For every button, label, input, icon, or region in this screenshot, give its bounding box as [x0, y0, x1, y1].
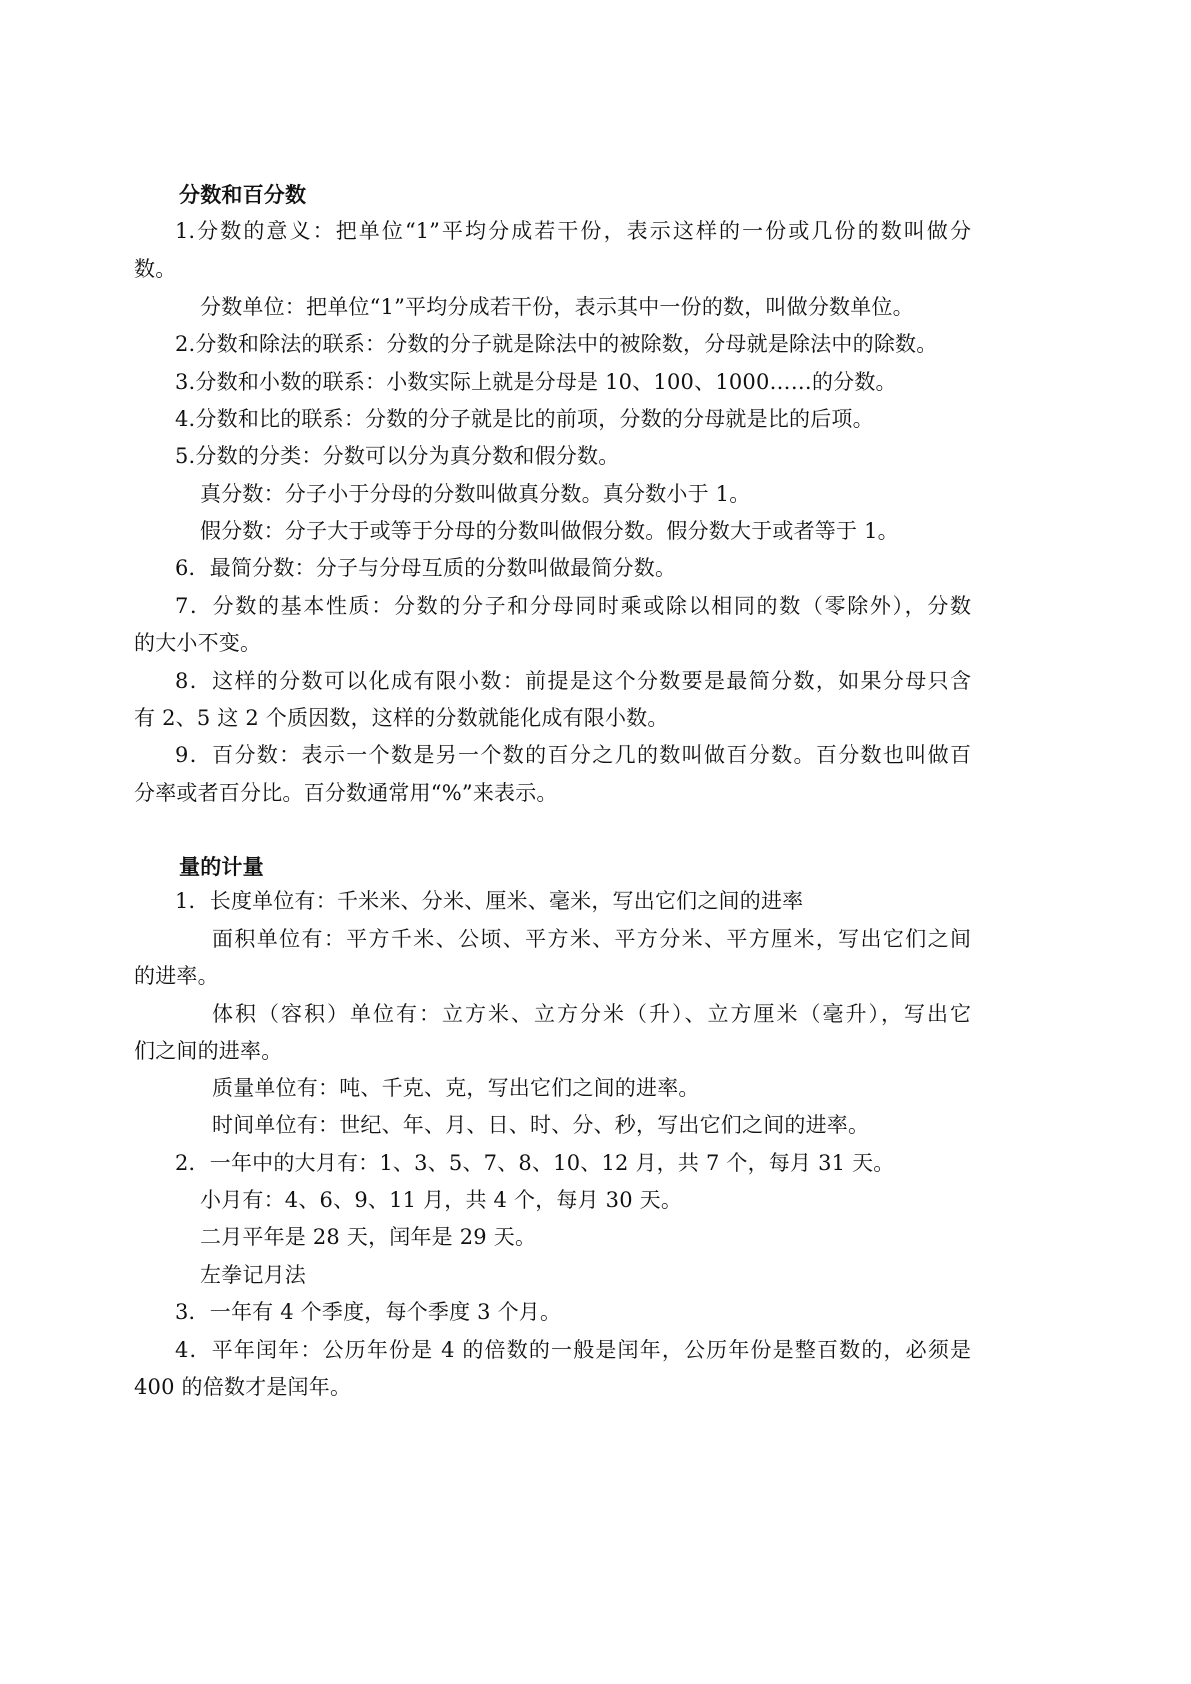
paragraph-line: 9．百分数：表示一个数是另一个数的百分之几的数叫做百分数。百分数也叫做百 — [175, 743, 971, 767]
paragraph-line: 1．长度单位有：千米米、分米、厘米、毫米，写出它们之间的进率 — [175, 889, 804, 913]
paragraph-line: 左拳记月法 — [200, 1263, 306, 1287]
paragraph-line: 假分数：分子大于或等于分母的分数叫做假分数。假分数大于或者等于 1。 — [200, 519, 899, 543]
paragraph-line: 2．一年中的大月有：1、3、5、7、8、10、12 月，共 7 个，每月 31 天。 — [175, 1151, 895, 1175]
paragraph-line: 小月有：4、6、9、11 月，共 4 个，每月 30 天。 — [200, 1188, 683, 1212]
paragraph-line: 8．这样的分数可以化成有限小数：前提是这个分数要是最简分数，如果分母只含 — [175, 669, 971, 693]
paragraph-line: 1.分数的意义：把单位“1”平均分成若干份，表示这样的一份或几份的数叫做分 — [175, 219, 971, 243]
paragraph-line: 3．一年有 4 个季度，每个季度 3 个月。 — [175, 1300, 562, 1324]
paragraph-line: 们之间的进率。 — [134, 1039, 283, 1063]
paragraph-line: 有 2、5 这 2 个质因数，这样的分数就能化成有限小数。 — [134, 706, 669, 730]
section-heading-measurement: 量的计量 — [179, 855, 264, 879]
paragraph-line: 分率或者百分比。百分数通常用“%”来表示。 — [134, 781, 558, 805]
paragraph-line: 4．平年闰年：公历年份是 4 的倍数的一般是闰年，公历年份是整百数的，必须是 — [175, 1338, 971, 1362]
paragraph-line: 4.分数和比的联系：分数的分子就是比的前项，分数的分母就是比的后项。 — [175, 407, 874, 431]
paragraph-line: 时间单位有：世纪、年、月、日、时、分、秒，写出它们之间的进率。 — [212, 1113, 870, 1137]
section-heading-fractions: 分数和百分数 — [179, 183, 307, 207]
paragraph-line: 真分数：分子小于分母的分数叫做真分数。真分数小于 1。 — [200, 482, 751, 506]
paragraph-line: 的大小不变。 — [134, 631, 262, 655]
paragraph-line: 面积单位有：平方千米、公顷、平方米、平方分米、平方厘米，写出它们之间 — [212, 927, 971, 951]
paragraph-line: 5.分数的分类：分数可以分为真分数和假分数。 — [175, 444, 620, 468]
paragraph-line: 数。 — [134, 257, 177, 281]
paragraph-line: 6．最简分数：分子与分母互质的分数叫做最简分数。 — [175, 556, 677, 580]
paragraph-line: 的进率。 — [134, 964, 219, 988]
paragraph-line: 二月平年是 28 天，闰年是 29 天。 — [200, 1225, 537, 1249]
paragraph-line: 质量单位有：吨、千克、克，写出它们之间的进率。 — [212, 1076, 700, 1100]
paragraph-line: 400 的倍数才是闰年。 — [134, 1375, 352, 1399]
paragraph-line: 体积（容积）单位有：立方米、立方分米（升）、立方厘米（毫升），写出它 — [212, 1002, 971, 1026]
paragraph-line: 7．分数的基本性质：分数的分子和分母同时乘或除以相同的数（零除外），分数 — [175, 594, 971, 618]
paragraph-line: 2.分数和除法的联系：分数的分子就是除法中的被除数，分母就是除法中的除数。 — [175, 332, 938, 356]
paragraph-line: 分数单位：把单位“1”平均分成若干份，表示其中一份的数，叫做分数单位。 — [200, 295, 914, 319]
paragraph-line: 3.分数和小数的联系：小数实际上就是分母是 10、100、1000……的分数。 — [175, 370, 897, 394]
